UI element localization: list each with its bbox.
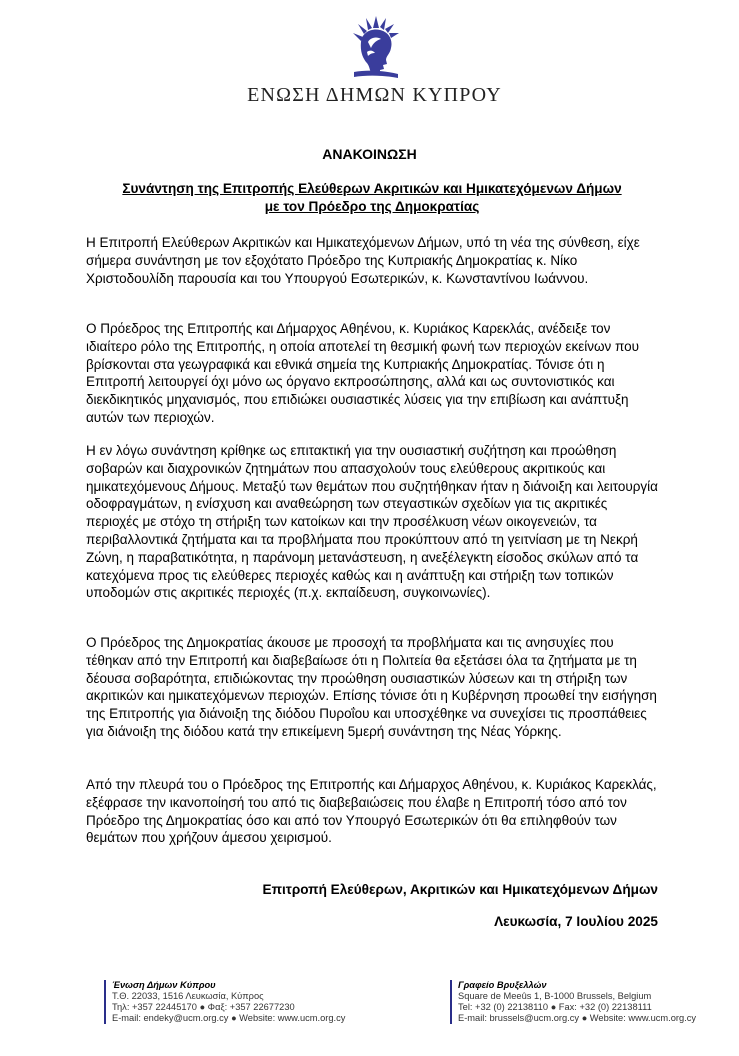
footer-brussels-office [450,980,696,1024]
date-line: Λευκωσία, 7 Ιουλίου 2025 [494,914,658,929]
signature-line: Επιτροπή Ελεύθερων, Ακριτικών και Ημικατεχόμενων Δήμων [262,882,658,897]
announcement-subtitle [86,180,658,216]
footer-left-phones: Τηλ: +357 22445170 ● Φαξ: +357 22677230 [112,1002,295,1012]
footer-right-address: Square de Meeûs 1, B-1000 Brussels, Belgium [458,991,652,1001]
footer-right-contact: E-mail: brussels@ucm.org.cy ● Website: www.ucm.org.cy [458,1013,697,1023]
footer-left-address: Τ.Θ. 22033, 1516 Λευκωσία, Κύπρος [112,991,264,1001]
footer-left-title: Ένωση Δήμων Κύπρου [112,980,216,990]
body-paragraph-5: Από την πλευρά του ο Πρόεδρος της Επιτροπής και Δήμαρχος Αθηένου, κ. Κυριάκος Καρεκλάς, εξέφρασε την ικανοποίησή του από τις διαβεβαιώσεις που έλαβε η Επιτροπή τόσο από τον Πρόεδρο της Δημοκρατίας όσο και από τον Υπουργό Εσωτερικών ότι θα επιληφθούν των θεμάτων που χρήζουν άμεσου χειρισμού. [86,777,657,846]
footer-right-title: Γραφείο Βρυξελλών [458,980,547,990]
body-paragraph-2: Ο Πρόεδρος της Επιτροπής και Δήμαρχος Αθηένου, κ. Κυριάκος Καρεκλάς, ανέδειξε τον ιδιαίτερο ρόλο της Επιτροπής, η οποία αποτελεί τη θεσμική φωνή των περιοχών εκείνων που βρίσκονται στα γεωγραφικά και εθνικά σημεία της Κυπριακής Δημοκρατίας. Τόνισε ότι η Επιτροπή λειτουργεί όχι μόνο ως όργανο εκπροσώπησης, αλλά και ως συντονιστικός και διεκδικητικός μηχανισμός, που επιδιώκει ουσιαστικές λύσεις για την επιβίωση και ανάπτυξη αυτών των περιοχών. [86,321,640,425]
org-name: ΕΝΩΣΗ ΔΗΜΩΝ ΚΥΠΡΟΥ [247,84,502,106]
subtitle-line-2: με τον Πρόεδρο της Δημοκρατίας [264,199,480,214]
footer-right-phones: Tel: +32 (0) 22138110 ● Fax: +32 (0) 22138111 [458,1002,652,1012]
logo-emblem-icon [346,12,404,84]
footer-nicosia-office [104,980,345,1024]
footer-left-contact: E-mail: endeky@ucm.org.cy ● Website: www.ucm.org.cy [112,1013,346,1023]
subtitle-line-1: Συνάντηση της Επιτροπής Ελεύθερων Ακριτικών και Ημικατεχόμενων Δήμων [122,181,622,196]
body-paragraph-4: Ο Πρόεδρος της Δημοκρατίας άκουσε με προσοχή τα προβλήματα και τις ανησυχίες που τέθηκαν από την Επιτροπή και διαβεβαίωσε ότι η Πολιτεία θα εξετάσει όλα τα ζητήματα με τη δέουσα σοβαρότητα, επιδιώκοντας την προώθηση ουσιαστικών λύσεων και τη στήριξη των ακριτικών και ημικατεχόμενων περιοχών. Επίσης τόνισε ότι η Κυβέρνηση προωθεί την εισήγηση της Επιτροπής για διάνοιξη της διόδου Πυροΐου και υποσχέθηκε να συνεχίσει τις προσπάθειες για διάνοιξη της διόδου κατά την επικείμενη 5μερή συνάντηση της Νέας Υόρκης. [86,635,657,739]
body-paragraph-1: Η Επιτροπή Ελεύθερων Ακριτικών και Ημικατεχόμενων Δήμων, υπό τη νέα της σύνθεση, είχε σήμερα συνάντηση με τον εξοχότατο Πρόεδρο της Κυπριακής Δημοκρατίας κ. Νίκο Χριστοδουλίδη παρουσία και του Υπουργού Εσωτερικών, κ. Κωνσταντίνου Ιωάννου. [86,235,640,286]
announcement-heading: ΑΝΑΚΟΙΝΩΣΗ [322,146,417,162]
body-paragraph-3: Η εν λόγω συνάντηση κρίθηκε ως επιτακτική για την ουσιαστική συζήτηση και προώθηση σοβαρών και διαχρονικών ζητημάτων που απασχολούν τους ελεύθερους ακριτικούς και ημικατεχόμενους Δήμους. Μεταξύ των θεμάτων που συζητήθηκαν ήταν η διάνοιξη και λειτουργία οδοφραγμάτων, η ενίσχυση και αναθεώρηση των στεγαστικών σχεδίων για τις ακριτικές περιοχές με στόχο τη στήριξη των κατοίκων και την προσέλκυση νέων οικογενειών, τα περιβαλλοντικά ζητήματα και τα προβλήματα που προκύπτουν από τη γειτνίαση με τη Νεκρή Ζώνη, η παραβατικότητα, η παράνομη μετανάστευση, η ανεξέλεγκτη είσοδος σκύλων από τα κατεχόμενα προς τις ελεύθερες περιοχές καθώς και η ανάπτυξη και στήριξη των τοπικών υποδομών στις ακριτικές περιοχές (π.χ. εκπαίδευση, συγκοινωνίες). [86,443,658,601]
